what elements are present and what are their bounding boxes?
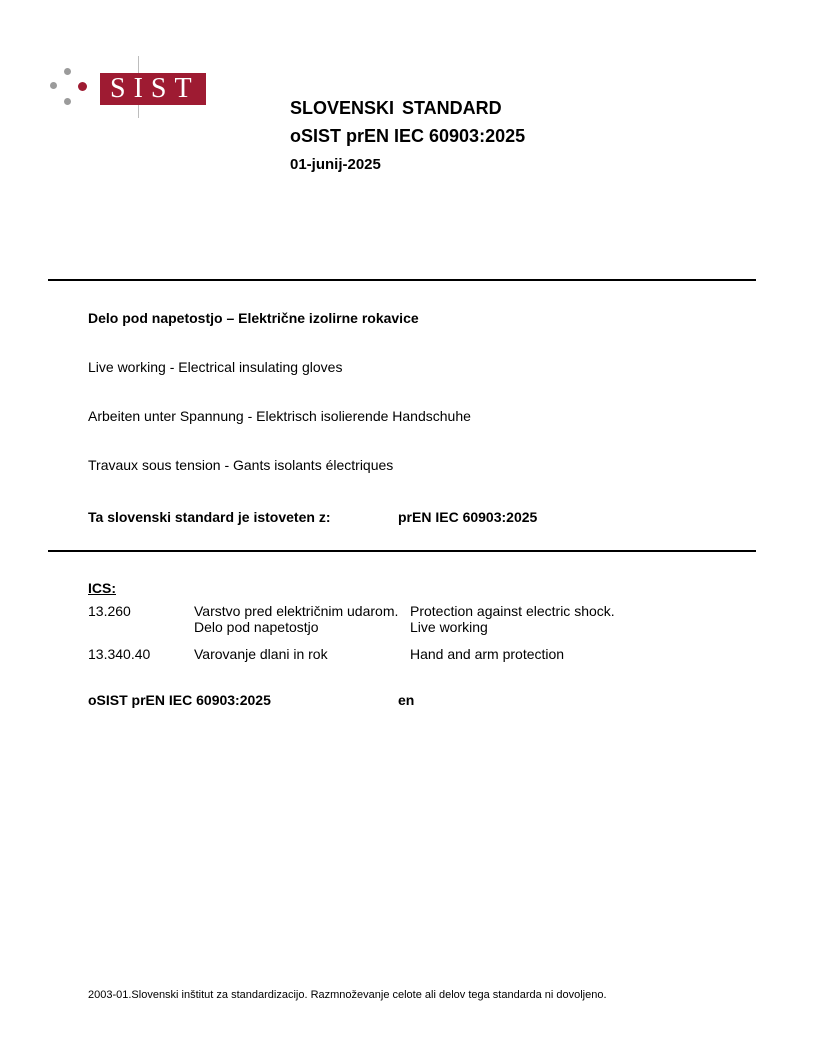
standard-code: oSIST prEN IEC 60903:2025 [290, 126, 526, 146]
title-german: Arbeiten unter Spannung - Elektrisch isolierende Handschuhe [88, 408, 471, 424]
logo-dot [64, 68, 71, 75]
standard-header [290, 94, 525, 173]
ics-desc-sl: Varovanje dlani in rok [194, 646, 328, 662]
designation-language: en [398, 692, 415, 708]
divider-bottom [48, 550, 756, 552]
title-slovenian: Delo pod napetostjo – Električne izolirne rokavice [88, 310, 419, 326]
ics-desc-en: Protection against electric shock. Live working [410, 603, 615, 635]
ics-heading: ICS: [88, 580, 116, 596]
logo-dot-accent [78, 82, 87, 91]
sist-logo [46, 60, 216, 120]
ics-desc-sl: Varstvo pred električnim udarom. Delo pod napetostjo [194, 603, 399, 635]
logo-wordmark: SIST [100, 73, 206, 105]
designation-code: oSIST prEN IEC 60903:2025 [88, 692, 271, 708]
logo-dot [64, 98, 71, 105]
title-english: Live working - Electrical insulating gloves [88, 359, 343, 375]
ics-desc-en: Hand and arm protection [410, 646, 565, 662]
ics-code: 13.340.40 [88, 646, 151, 662]
title-french: Travaux sous tension - Gants isolants électriques [88, 457, 394, 473]
logo-dot [50, 82, 57, 89]
copyright-footer: 2003-01.Slovenski inštitut za standardizacijo. Razmnoževanje celote ali delov tega standarda ni dovoljeno. [88, 989, 607, 1001]
divider-top [48, 279, 756, 281]
identity-value: prEN IEC 60903:2025 [398, 509, 538, 525]
identity-label: Ta slovenski standard je istoveten z: [88, 509, 331, 525]
standard-type: SLOVENSKI STANDARD [290, 98, 502, 118]
publication-date: 01-junij-2025 [290, 156, 381, 173]
ics-code: 13.260 [88, 603, 131, 619]
